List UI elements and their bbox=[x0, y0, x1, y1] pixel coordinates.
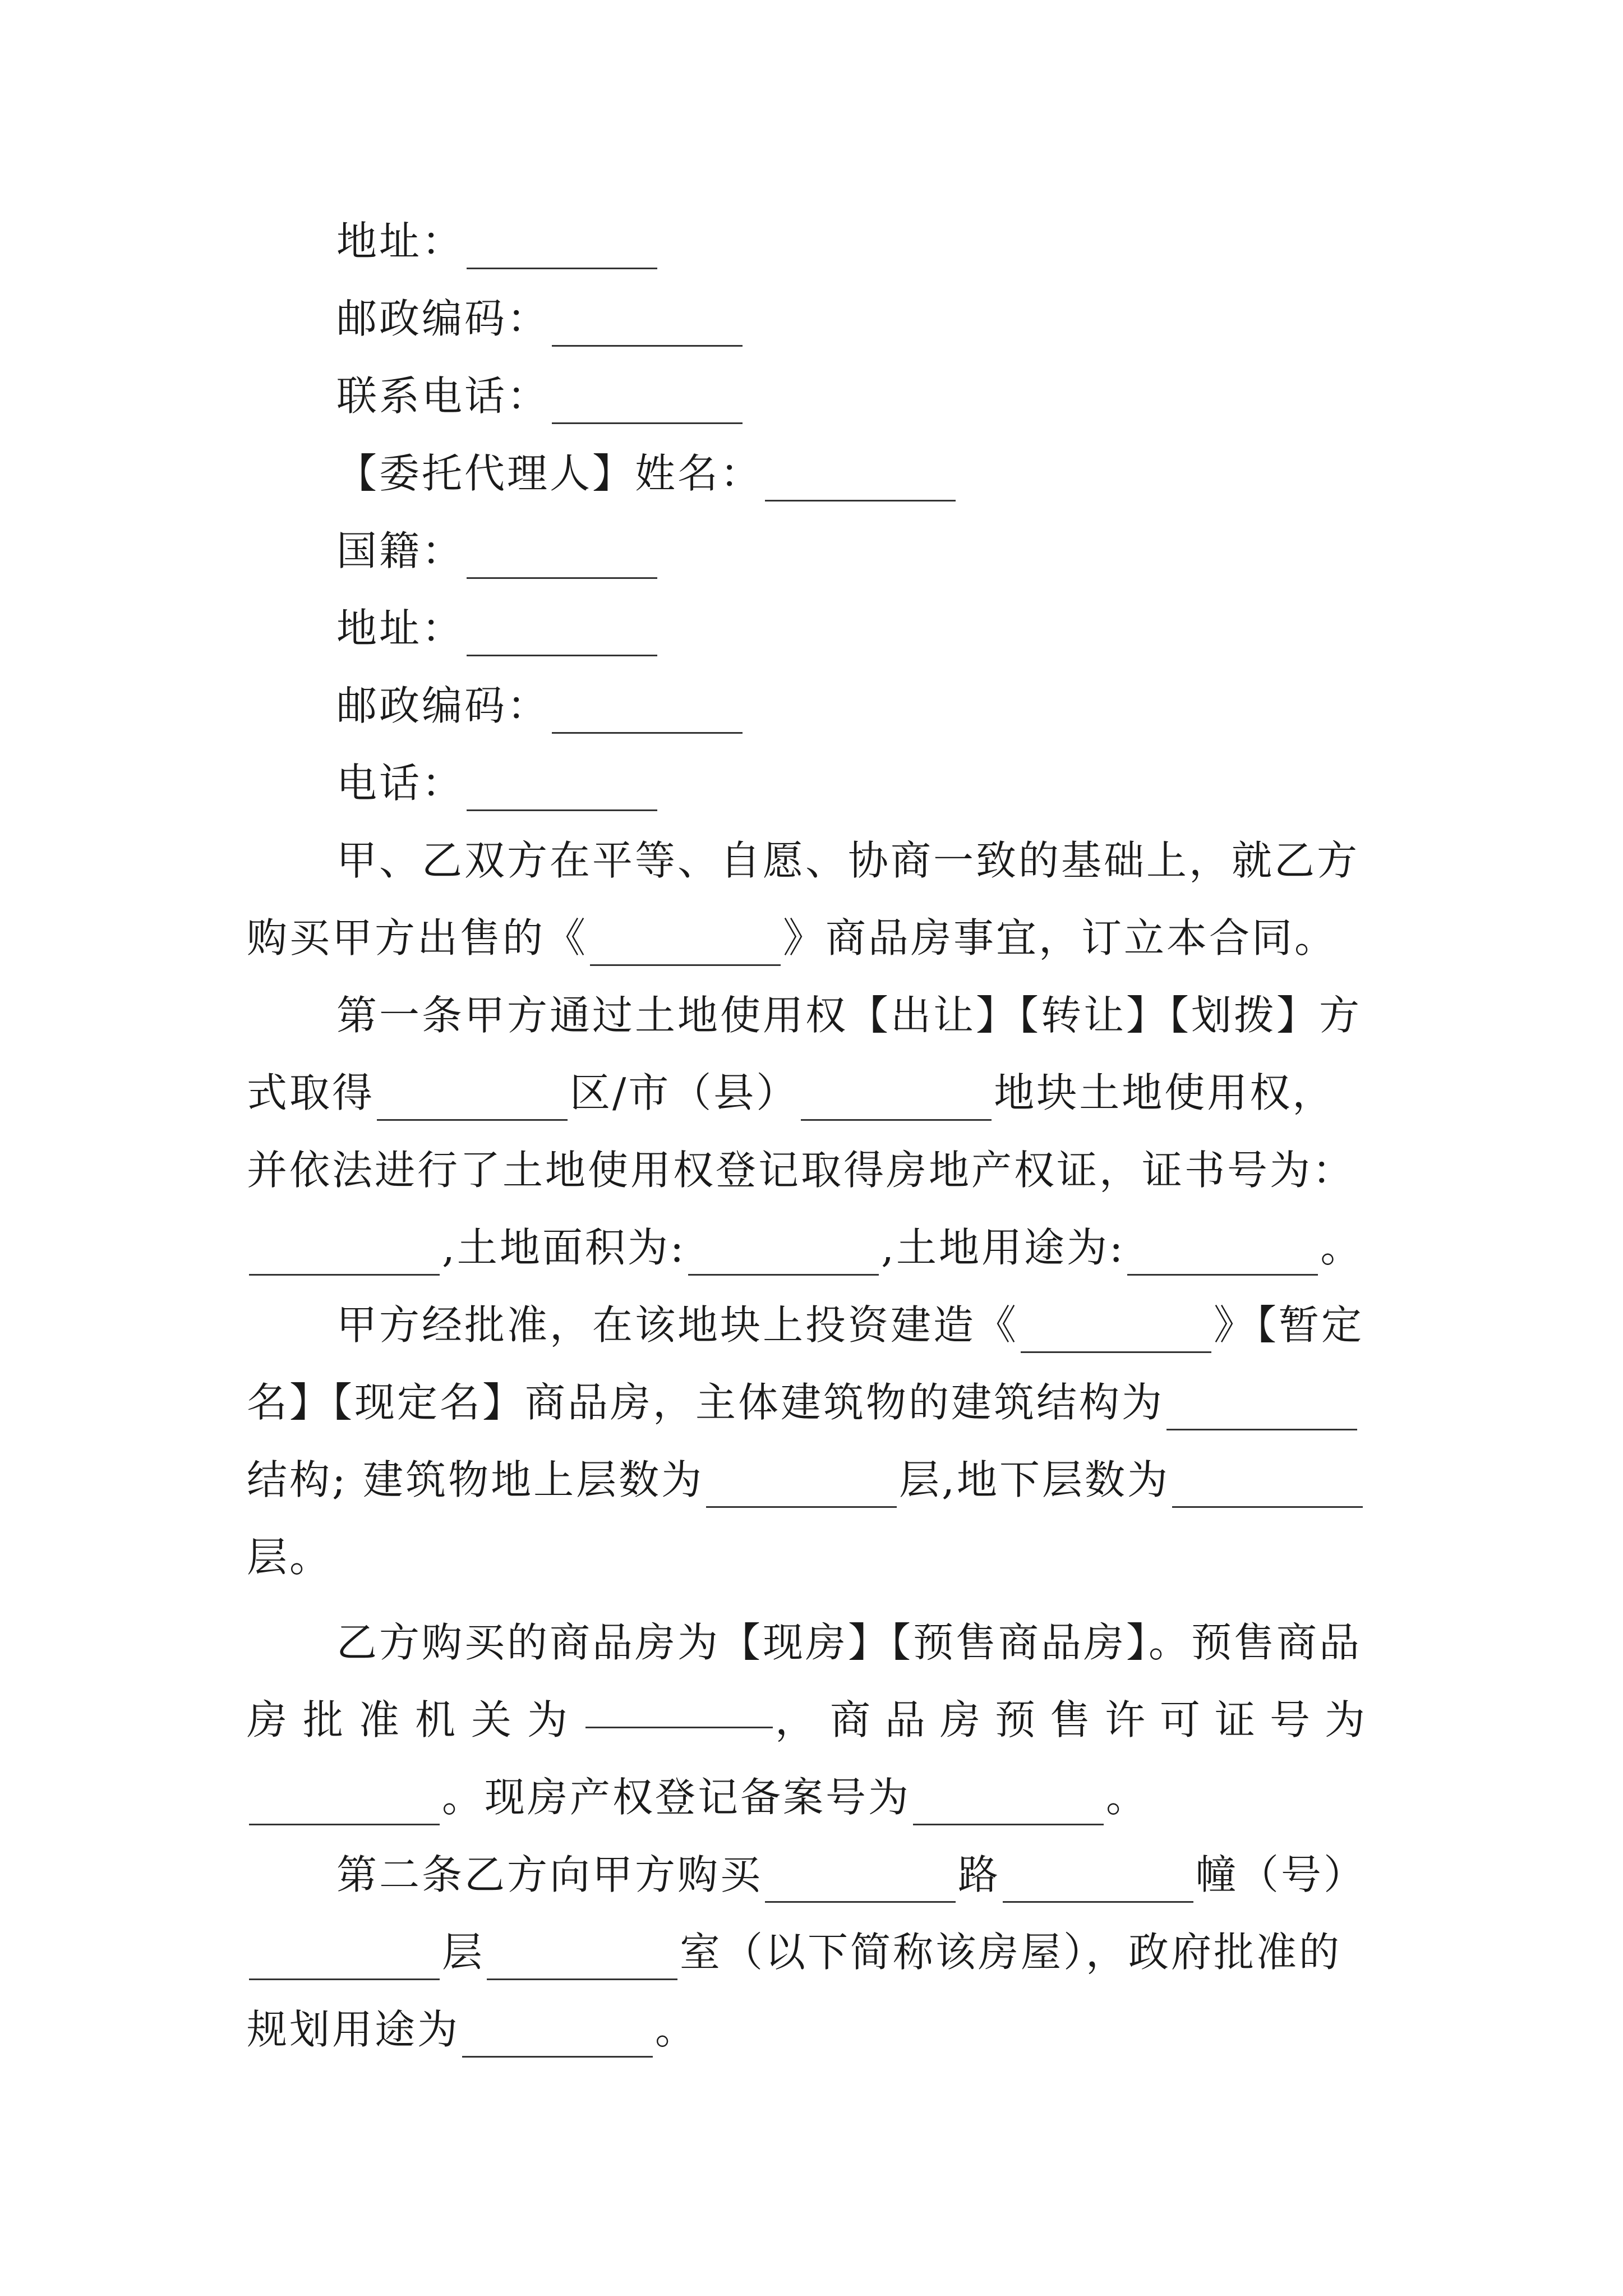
preamble-text-2a: 购买甲方出售的《 bbox=[247, 914, 588, 961]
presale-text-1: 乙方购买的商品房为【现房】【预售商品房】。预售商品 bbox=[336, 1619, 1362, 1666]
article-1-text-1: 第一条甲方通过土地使用权【出让】【转让】【划拨】方 bbox=[336, 992, 1362, 1039]
article-2-text-2a: 层 bbox=[442, 1929, 485, 1976]
registration-blank[interactable] bbox=[913, 1789, 1104, 1825]
agent-phone-label: 电话： bbox=[336, 760, 465, 807]
article-1-end: 。 bbox=[1320, 1224, 1363, 1271]
agent-phone-line bbox=[336, 755, 1380, 811]
agent-name-label: 【委托代理人】姓名： bbox=[336, 450, 763, 497]
land-area-blank[interactable] bbox=[688, 1239, 879, 1276]
room-blank[interactable] bbox=[487, 1944, 677, 1980]
article-1-line-3 bbox=[247, 1142, 1380, 1198]
preamble-text-2b: 》商品房事宜，订立本合同。 bbox=[783, 914, 1338, 961]
structure-blank[interactable] bbox=[1166, 1394, 1357, 1430]
approval-authority-blank[interactable] bbox=[585, 1692, 773, 1728]
agent-postcode-line bbox=[336, 678, 1380, 734]
presale-end: 。 bbox=[1106, 1774, 1149, 1821]
agent-phone-blank[interactable] bbox=[467, 775, 657, 811]
agent-postcode-blank[interactable] bbox=[552, 697, 743, 734]
article-1-text-2c: 地块土地使用权， bbox=[994, 1069, 1335, 1116]
article-1-text-3: 并依法进行了土地使用权登记取得房地产权证，证书号为： bbox=[247, 1147, 1355, 1194]
article-1-line-4 bbox=[247, 1220, 1380, 1276]
address-blank[interactable] bbox=[467, 233, 657, 269]
article-2-end: 。 bbox=[655, 2006, 698, 2053]
article-1-text-2a: 式取得 bbox=[247, 1069, 375, 1116]
land-use-label: ,土地用途为: bbox=[881, 1224, 1126, 1271]
building-text-1a: 甲方经批准，在该地块上投资建造《 bbox=[336, 1301, 1019, 1349]
phone-label: 联系电话： bbox=[336, 372, 550, 420]
article-2-text-1c: 幢（号） bbox=[1196, 1851, 1367, 1898]
article-2-line-1 bbox=[336, 1847, 1380, 1903]
building-text-2: 名】【现定名】商品房，主体建筑物的建筑结构为 bbox=[247, 1379, 1165, 1426]
agent-address-line bbox=[336, 600, 1380, 656]
postcode-blank[interactable] bbox=[552, 310, 743, 347]
land-use-blank[interactable] bbox=[1127, 1239, 1318, 1276]
building-text-3b: 层,地下层数为 bbox=[899, 1456, 1170, 1503]
agent-name-line bbox=[336, 445, 1380, 501]
project-name-blank[interactable] bbox=[590, 930, 781, 966]
postcode-label: 邮政编码： bbox=[336, 295, 550, 342]
presale-license-blank[interactable] bbox=[249, 1789, 440, 1825]
seller-phone-line bbox=[336, 368, 1380, 424]
agent-address-blank[interactable] bbox=[467, 620, 657, 656]
presale-line-3 bbox=[247, 1769, 1380, 1825]
article-2-text-1b: 路 bbox=[958, 1851, 1001, 1898]
article-2-line-3 bbox=[247, 2001, 1380, 2058]
article-1-text-2b: 区/市（县） bbox=[570, 1069, 799, 1116]
certificate-number-blank[interactable] bbox=[249, 1239, 440, 1276]
preamble-text-1: 甲、乙双方在平等、自愿、协商一致的基础上，就乙方 bbox=[336, 837, 1360, 884]
agent-nationality-line bbox=[336, 523, 1380, 579]
article-2-line-2 bbox=[247, 1924, 1380, 1980]
seller-postcode-line bbox=[336, 291, 1380, 347]
presale-line-1 bbox=[336, 1614, 1380, 1671]
building-text-3a: 结构; 建筑物地上层数为 bbox=[247, 1456, 704, 1503]
nationality-label: 国籍： bbox=[336, 527, 465, 574]
agent-address-label: 地址： bbox=[336, 605, 465, 652]
building-line-4 bbox=[247, 1529, 1380, 1585]
seller-address-line bbox=[336, 213, 1380, 269]
floor-blank[interactable] bbox=[249, 1944, 440, 1980]
agent-name-blank[interactable] bbox=[765, 465, 956, 501]
building-text-1b: 》【暂定 bbox=[1214, 1301, 1364, 1349]
building-line-1 bbox=[336, 1297, 1380, 1353]
district-blank[interactable] bbox=[377, 1084, 568, 1121]
presale-line-2 bbox=[247, 1692, 1380, 1748]
plot-blank[interactable] bbox=[801, 1084, 992, 1121]
floors-below-blank[interactable] bbox=[1172, 1471, 1363, 1508]
presale-license-label: ，商品房预售许可证号为 bbox=[774, 1696, 1380, 1743]
nationality-blank[interactable] bbox=[467, 542, 657, 579]
planned-use-blank[interactable] bbox=[462, 2021, 653, 2058]
approval-authority-label: 房批准机关为 bbox=[247, 1696, 584, 1743]
planned-use-label: 规划用途为 bbox=[247, 2006, 460, 2053]
registration-label: 。现房产权登记备案号为 bbox=[442, 1774, 911, 1821]
article-1-line-1 bbox=[336, 987, 1380, 1043]
building-number-blank[interactable] bbox=[1003, 1866, 1193, 1903]
address-label: 地址： bbox=[336, 218, 465, 265]
phone-blank[interactable] bbox=[552, 388, 743, 424]
article-2-text-2b: 室（以下简称该房屋），政府批准的 bbox=[680, 1929, 1342, 1976]
road-blank[interactable] bbox=[765, 1866, 956, 1903]
land-area-label: ,土地面积为: bbox=[442, 1224, 686, 1271]
floors-above-blank[interactable] bbox=[706, 1471, 897, 1508]
preamble-line-2 bbox=[247, 910, 1380, 966]
building-name-blank[interactable] bbox=[1021, 1317, 1211, 1353]
building-text-4: 层。 bbox=[247, 1534, 333, 1581]
building-line-3 bbox=[247, 1452, 1380, 1508]
article-1-line-2 bbox=[247, 1065, 1380, 1121]
preamble-line-1 bbox=[336, 832, 1380, 889]
building-line-2 bbox=[247, 1374, 1380, 1430]
article-2-text-1a: 第二条乙方向甲方购买 bbox=[336, 1851, 763, 1898]
agent-postcode-label: 邮政编码： bbox=[336, 682, 550, 729]
